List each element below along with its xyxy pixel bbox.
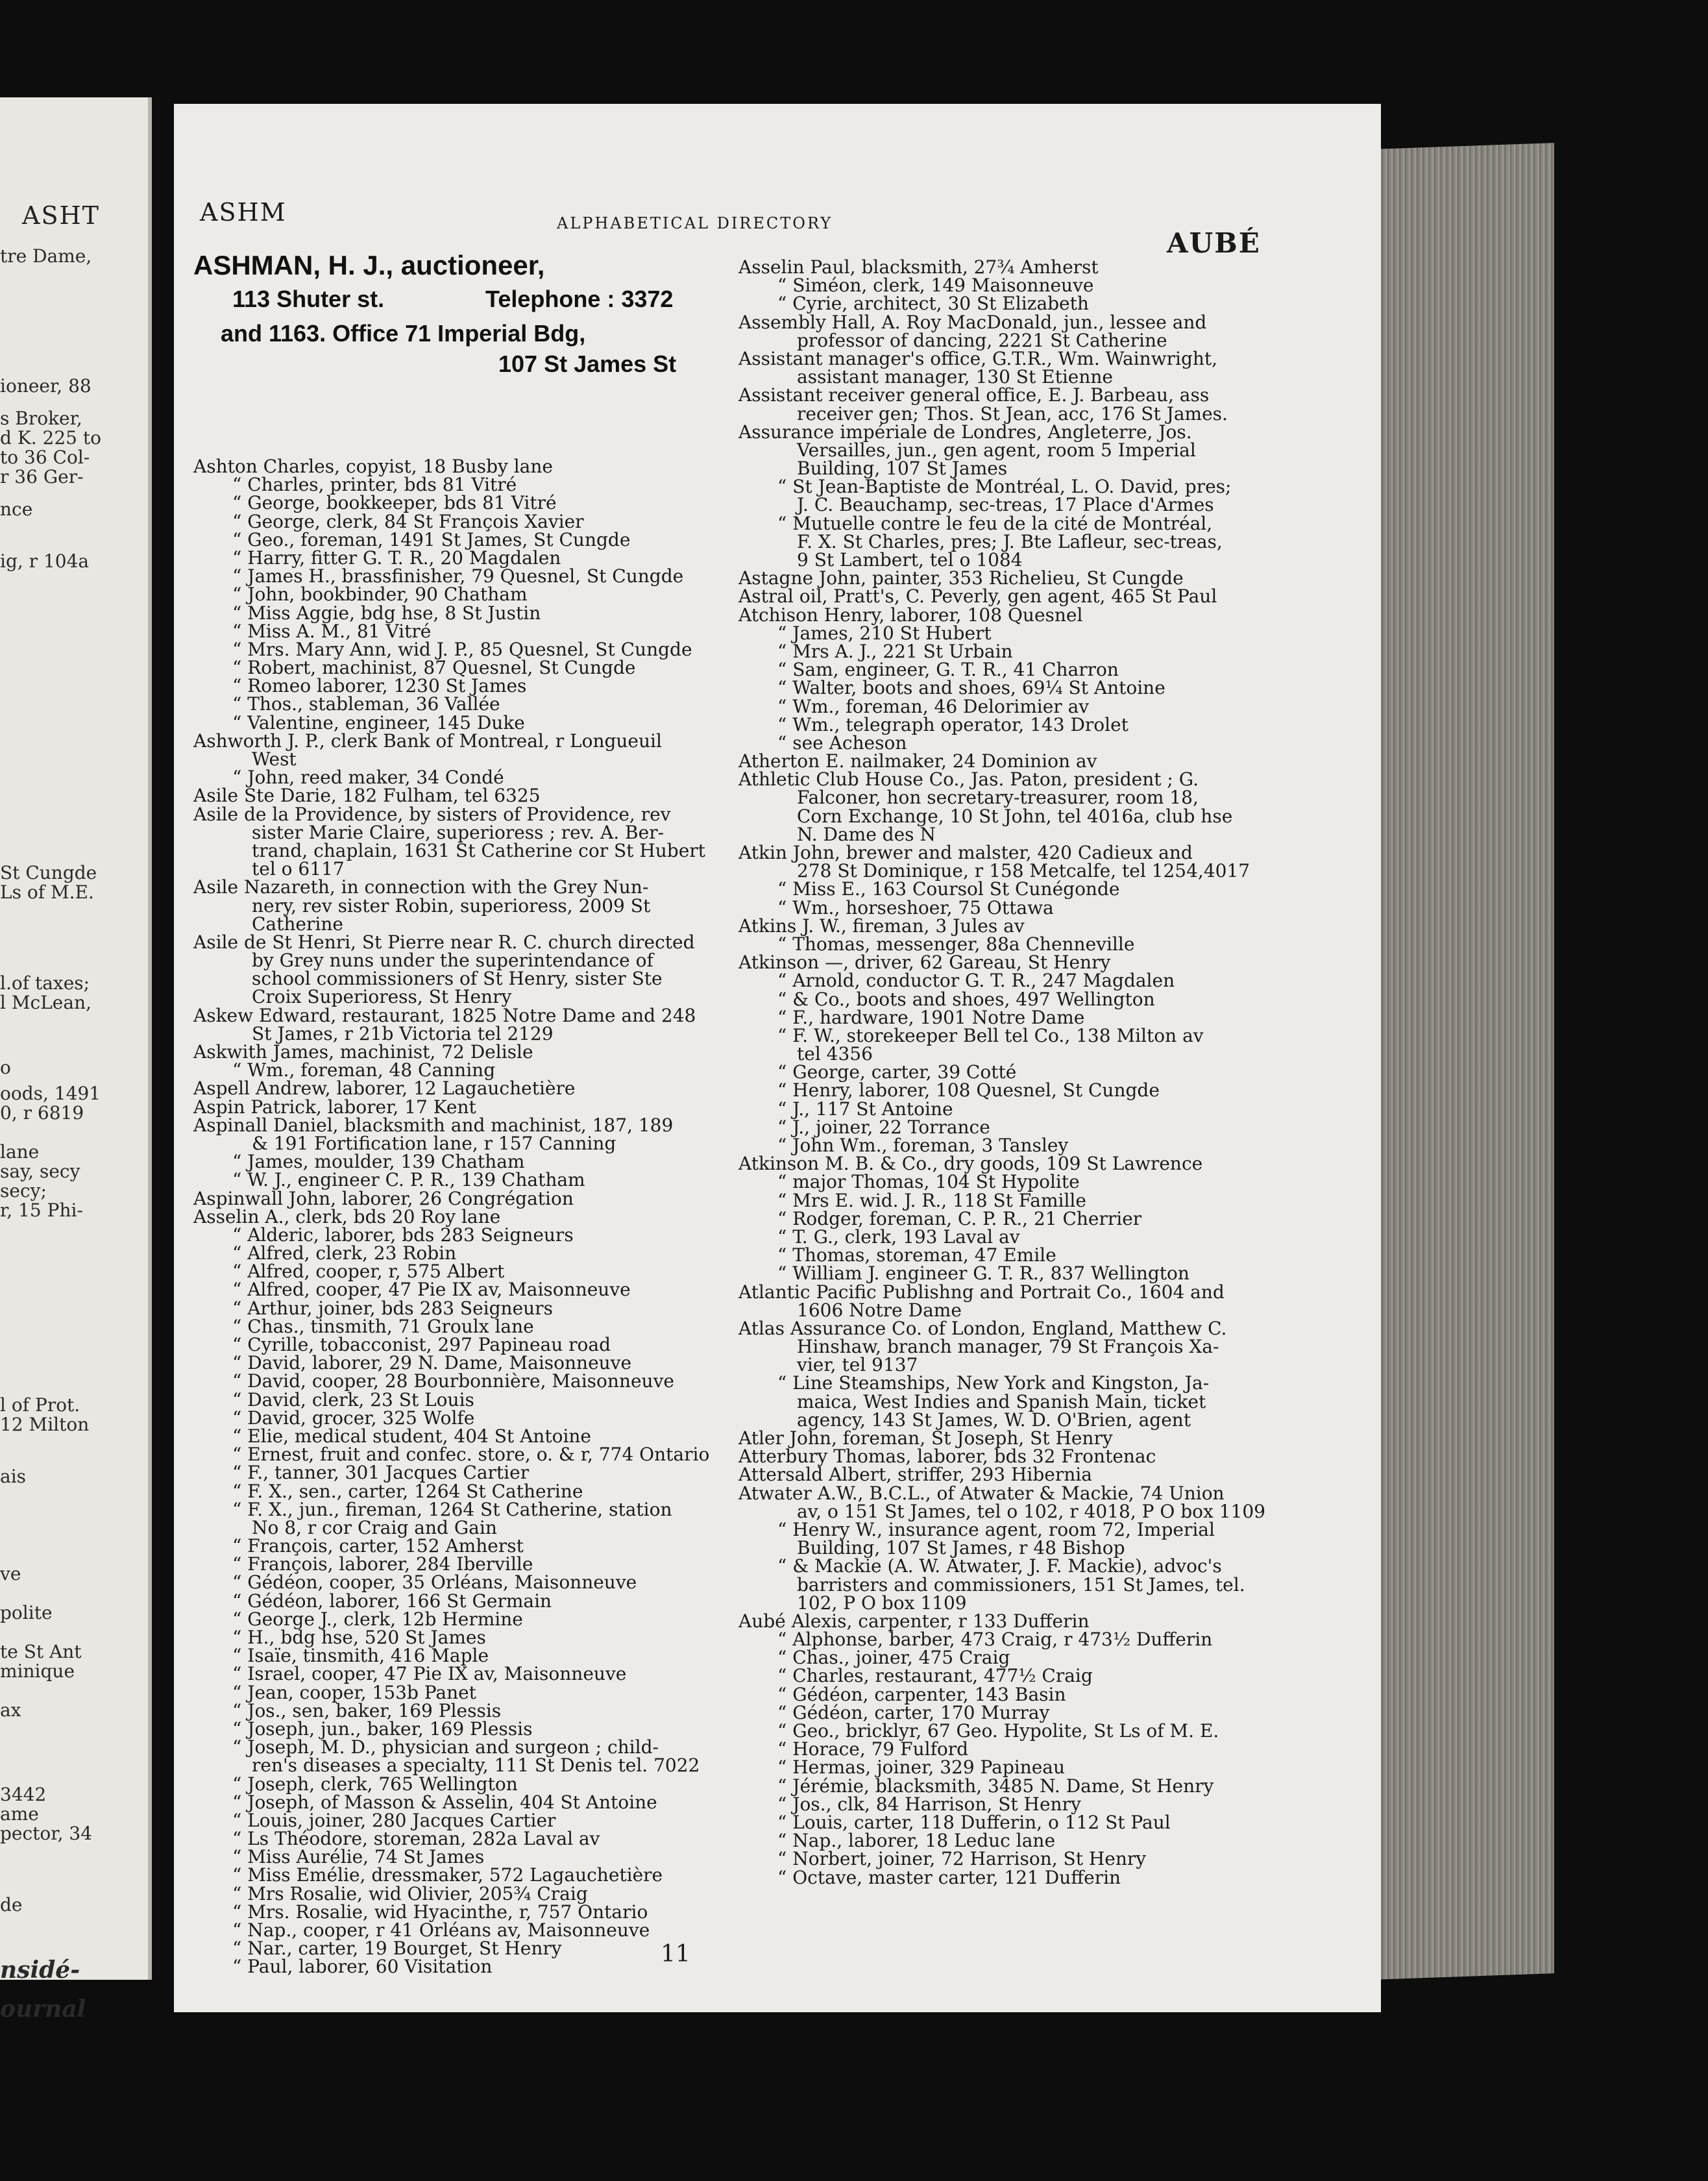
- directory-entry-line: “ H., bdg hse, 520 St James: [232, 1627, 486, 1648]
- directory-entry-line: “ Chas., tinsmith, 71 Groulx lane: [232, 1315, 534, 1337]
- directory-entry-line: Aspell Andrew, laborer, 12 Lagauchetière: [193, 1078, 576, 1100]
- directory-entry-line: Assurance impériale de Londres, Angleterre, Jos.: [738, 421, 1192, 443]
- left-page-fragment: say, secy: [0, 1161, 80, 1182]
- left-page-fragment: oods, 1491: [0, 1083, 101, 1104]
- directory-entry-line: Hinshaw, branch manager, 79 St François Xa-: [797, 1336, 1219, 1358]
- directory-entry-line: Catherine: [252, 913, 343, 935]
- ad-line-address: 113 Shuter st.: [232, 286, 385, 312]
- directory-entry-line: “ Gédéon, carpenter, 143 Basin: [777, 1683, 1066, 1705]
- directory-entry-line: 9 St Lambert, tel o 1084: [797, 549, 1023, 571]
- directory-entry-line: Askew Edward, restaurant, 1825 Notre Dame and 248: [193, 1004, 696, 1026]
- left-page-fragment: pector, 34: [0, 1823, 93, 1844]
- directory-entry-line: “ Miss Aggie, bdg hse, 8 St Justin: [232, 602, 541, 624]
- running-head-left: ASHM: [200, 198, 287, 227]
- left-page-fragment: d K. 225 to: [0, 427, 101, 449]
- book-page-edges: [1372, 143, 1554, 1980]
- directory-entry-line: sister Marie Claire, superioress ; rev. A. Ber-: [252, 821, 665, 843]
- directory-entry-line: Atkin John, brewer and malster, 420 Cadieux and: [738, 842, 1193, 863]
- directory-entry-line: maica, West Indies and Spanish Main, ticket: [797, 1390, 1206, 1412]
- ad-line-office: and 1163. Office 71 Imperial Bdg,: [221, 320, 586, 347]
- ad-line-telephone: Telephone : 3372: [485, 286, 674, 312]
- directory-entry-line: assistant manager, 130 St Etienne: [797, 366, 1113, 388]
- directory-entry-line: Athletic Club House Co., Jas. Paton, president ; G.: [738, 769, 1199, 791]
- directory-entry-line: “ Mrs A. J., 221 St Urbain: [777, 640, 1013, 662]
- left-page-fragment: polite: [0, 1602, 53, 1623]
- directory-entry-line: Versailles, jun., gen agent, room 5 Imperial: [797, 439, 1196, 461]
- directory-entry-line: Astral oil, Pratt's, C. Peverly, gen agent, 465 St Paul: [738, 585, 1217, 608]
- directory-entry-line: “ F., tanner, 301 Jacques Cartier: [232, 1462, 530, 1484]
- left-page-fragment: 3442: [0, 1784, 47, 1805]
- directory-entry-line: Asile de St Henri, St Pierre near R. C. church directed: [193, 931, 695, 953]
- directory-column-right: [738, 258, 1277, 1887]
- directory-entry-line: “ Joseph, clerk, 765 Wellington: [232, 1773, 518, 1795]
- directory-entry-line: trand, chaplain, 1631 St Catherine cor St Hubert: [252, 839, 705, 861]
- directory-entry-line: “ James, 210 St Hubert: [777, 622, 992, 644]
- directory-entry-line: No 8, r cor Craig and Gain: [252, 1516, 497, 1538]
- directory-entry-line: & 191 Fortification lane, r 157 Canning: [252, 1132, 616, 1154]
- directory-entry-line: Asselin Paul, blacksmith, 27¾ Amherst: [738, 256, 1099, 278]
- directory-entry-line: “ Miss Emélie, dressmaker, 572 Lagauchetière: [232, 1864, 663, 1886]
- directory-entry-line: “ Miss A. M., 81 Vitré: [232, 620, 432, 642]
- directory-entry-line: Atlas Assurance Co. of London, England, Matthew C.: [738, 1317, 1227, 1339]
- directory-entry-line: “ Mrs. Mary Ann, wid J. P., 85 Quesnel, St Cungde: [232, 638, 692, 660]
- directory-entry-line: “ Thomas, storeman, 47 Emile: [777, 1244, 1056, 1266]
- directory-entry-line: “ Romeo laborer, 1230 St James: [232, 675, 527, 697]
- directory-entry-line: Atkinson M. B. & Co., dry goods, 109 St Lawrence: [738, 1153, 1203, 1175]
- directory-entry-line: “ William J. engineer G. T. R., 837 Wellington: [777, 1263, 1190, 1285]
- directory-entry-line: Atherton E. nailmaker, 24 Dominion av: [738, 750, 1097, 772]
- directory-entry-line: Atlantic Pacific Publishng and Portrait Co., 1604 and: [738, 1281, 1225, 1303]
- left-page-header: ASHT: [22, 201, 100, 230]
- directory-entry-line: “ Paul, laborer, 60 Visitation: [232, 1956, 493, 1978]
- left-page-fragment: Ls of M.E.: [0, 881, 94, 903]
- directory-entry-line: Aspin Patrick, laborer, 17 Kent: [193, 1096, 476, 1118]
- directory-entry-line: nery, rev sister Robin, superioress, 2009 St: [252, 894, 651, 917]
- left-page-fragment: ais: [0, 1466, 27, 1487]
- left-page-fragment: 0, r 6819: [0, 1102, 84, 1124]
- directory-entry-line: Falconer, hon secretary-treasurer, room 18,: [797, 787, 1199, 809]
- directory-entry-line: “ Mrs E. wid. J. R., 118 St Famille: [777, 1189, 1086, 1211]
- left-page-fragment: de: [0, 1894, 23, 1916]
- directory-entry-line: “ Joseph, of Masson & Asselin, 404 St Antoine: [232, 1791, 657, 1813]
- directory-entry-line: Assistant receiver general office, E. J. Barbeau, ass: [738, 384, 1210, 406]
- directory-entry-line: “ George, carter, 39 Cotté: [777, 1061, 1017, 1083]
- directory-entry-line: “ Cyrille, tobacconist, 297 Papineau road: [232, 1334, 611, 1355]
- directory-entry-line: “ Harry, fitter G. T. R., 20 Magdalen: [232, 547, 561, 569]
- directory-entry-line: “ Alfred, cooper, r, 575 Albert: [232, 1261, 505, 1283]
- directory-column-left: [193, 458, 732, 1977]
- directory-entry-line: N. Dame des N: [797, 823, 936, 845]
- directory-entry-line: “ Louis, joiner, 280 Jacques Cartier: [232, 1809, 556, 1831]
- directory-entry-line: “ Ls Théodore, storeman, 282a Laval av: [232, 1828, 600, 1850]
- directory-entry-line: “ Sam, engineer, G. T. R., 41 Charron: [777, 659, 1119, 681]
- directory-entry-line: Atwater A.W., B.C.L., of Atwater & Mackie, 74 Union: [738, 1482, 1225, 1504]
- directory-entry-line: Assembly Hall, A. Roy MacDonald, jun., lessee and: [738, 311, 1207, 333]
- directory-entry-line: Building, 107 St James: [797, 458, 1008, 480]
- directory-entry-line: F. X. St Charles, pres; J. Bte Lafleur, sec-treas,: [797, 530, 1223, 552]
- directory-entry-line: agency, 143 St James, W. D. O'Brien, agent: [797, 1409, 1191, 1431]
- directory-entry-line: receiver gen; Thos. St Jean, acc, 176 St James.: [797, 402, 1228, 425]
- left-page-fragment: secy;: [0, 1180, 47, 1201]
- directory-entry-line: “ Alfred, cooper, 47 Pie IX av, Maisonneuve: [232, 1279, 631, 1301]
- left-page-fragment: minique: [0, 1660, 75, 1682]
- directory-entry-line: “ J., joiner, 22 Torrance: [777, 1116, 990, 1138]
- directory-entry-line: 102, P O box 1109: [797, 1592, 967, 1614]
- directory-entry-line: “ John Wm., foreman, 3 Tansley: [777, 1135, 1069, 1156]
- directory-entry-line: “ Wm., telegraph operator, 143 Drolet: [777, 713, 1128, 735]
- directory-entry-line: “ Nap., cooper, r 41 Orléans av, Maisonneuve: [232, 1919, 650, 1941]
- left-page-fragment: to 36 Col-: [0, 447, 90, 468]
- directory-entry-line: “ J., 117 St Antoine: [777, 1098, 953, 1120]
- directory-entry-line: “ David, grocer, 325 Wolfe: [232, 1407, 475, 1429]
- directory-entry-line: “ David, clerk, 23 St Louis: [232, 1388, 474, 1411]
- directory-entry-line: “ James, moulder, 139 Chatham: [232, 1151, 525, 1173]
- directory-entry-line: “ Louis, carter, 118 Dufferin, o 112 St Paul: [777, 1811, 1171, 1833]
- directory-entry-line: “ Geo., foreman, 1491 St James, St Cungde: [232, 528, 631, 550]
- left-page-fragment: ioneer, 88: [0, 375, 92, 397]
- directory-entry-line: “ Cyrie, architect, 30 St Elizabeth: [777, 293, 1089, 315]
- directory-entry-line: “ Gédéon, cooper, 35 Orléans, Maisonneuve: [232, 1571, 637, 1594]
- ashman-advertisement: [193, 250, 713, 454]
- left-page-fragment: te St Ant: [0, 1641, 82, 1662]
- directory-entry-line: Ashton Charles, copyist, 18 Busby lane: [193, 456, 553, 477]
- directory-entry-line: “ Isaïe, tinsmith, 416 Maple: [232, 1645, 489, 1667]
- directory-entry-line: Building, 107 St James, r 48 Bishop: [797, 1537, 1125, 1559]
- directory-entry-line: Atterbury Thomas, laborer, bds 32 Frontenac: [738, 1446, 1156, 1468]
- directory-entry-line: “ Nar., carter, 19 Bourget, St Henry: [232, 1938, 562, 1960]
- directory-entry-line: “ Jean, cooper, 153b Panet: [232, 1681, 476, 1703]
- directory-entry-line: “ François, carter, 152 Amherst: [232, 1535, 524, 1557]
- directory-entry-line: Croix Superioress, St Henry: [252, 986, 512, 1008]
- left-page-fragment: r, 15 Phi-: [0, 1200, 83, 1221]
- directory-entry-line: “ Thos., stableman, 36 Vallée: [232, 693, 500, 715]
- directory-entry-line: Attersald Albert, striffer, 293 Hibernia: [738, 1464, 1092, 1486]
- directory-entry-line: “ Mutuelle contre le feu de la cité de Montréal,: [777, 512, 1213, 534]
- directory-entry-line: Asile de la Providence, by sisters of Providence, rev: [193, 803, 671, 825]
- directory-entry-line: “ Gédéon, carter, 170 Murray: [777, 1701, 1050, 1723]
- directory-entry-line: Asselin A., clerk, bds 20 Roy lane: [193, 1205, 501, 1227]
- left-page-fragment: ournal: [0, 1995, 86, 2023]
- directory-entry-line: “ Geo., bricklyr, 67 Geo. Hypolite, St Ls of M. E.: [777, 1720, 1219, 1742]
- directory-entry-line: “ Alphonse, barber, 473 Craig, r 473½ Dufferin: [777, 1629, 1213, 1651]
- directory-entry-line: “ Miss Aurélie, 74 St James: [232, 1846, 485, 1868]
- directory-entry-line: “ Nap., laborer, 18 Leduc lane: [777, 1830, 1056, 1852]
- left-page-fragment: St Cungde: [0, 862, 97, 883]
- directory-entry-line: “ Chas., joiner, 475 Craig: [777, 1647, 1010, 1669]
- directory-entry-line: Asile Nazareth, in connection with the Grey Nun-: [193, 876, 649, 898]
- directory-entry-line: “ John, reed maker, 34 Condé: [232, 767, 504, 789]
- directory-entry-line: av, o 151 St James, tel o 102, r 4018, P O box 1109: [797, 1500, 1265, 1522]
- page-number: 11: [661, 1941, 690, 1967]
- directory-entry-line: “ & Co., boots and shoes, 497 Wellington: [777, 988, 1155, 1010]
- directory-entry-line: ren's diseases a specialty, 111 St Denis tel. 7022: [252, 1755, 700, 1777]
- directory-entry-line: “ George J., clerk, 12b Hermine: [232, 1608, 523, 1630]
- directory-entry-line: “ Horace, 79 Fulford: [777, 1738, 969, 1760]
- directory-entry-line: Aubé Alexis, carpenter, r 133 Dufferin: [738, 1610, 1090, 1632]
- directory-entry-line: “ Valentine, engineer, 145 Duke: [232, 711, 525, 733]
- directory-entry-line: West: [252, 748, 297, 770]
- left-page-fragment: s Broker,: [0, 408, 82, 429]
- directory-entry-line: “ Arthur, joiner, bds 283 Seigneurs: [232, 1297, 553, 1319]
- directory-entry-line: “ Hermas, joiner, 329 Papineau: [777, 1756, 1066, 1779]
- directory-entry-line: Asile Ste Darie, 182 Fulham, tel 6325: [193, 785, 541, 807]
- directory-entry-line: “ Charles, printer, bds 81 Vitré: [232, 474, 517, 496]
- left-page-fragment: ig, r 104a: [0, 550, 90, 572]
- left-page-fragment: 12 Milton: [0, 1414, 90, 1435]
- directory-entry-line: “ Walter, boots and shoes, 69¼ St Antoine: [777, 677, 1165, 699]
- directory-entry-line: “ St Jean-Baptiste de Montréal, L. O. David, pres;: [777, 476, 1232, 498]
- running-head-right: AUBÉ: [1167, 227, 1261, 259]
- directory-entry-line: Askwith James, machinist, 72 Delisle: [193, 1041, 533, 1063]
- directory-entry-line: “ Joseph, M. D., physician and surgeon ; child-: [232, 1736, 659, 1758]
- directory-entry-line: “ Ernest, fruit and confec. store, o. & r, 774 Ontario: [232, 1444, 710, 1466]
- directory-entry-line: school commissioners of St Henry, sister Ste: [252, 968, 663, 990]
- directory-entry-line: Aspinwall John, laborer, 26 Congrégation: [193, 1187, 574, 1209]
- directory-entry-line: “ Wm., foreman, 48 Canning: [232, 1059, 496, 1081]
- directory-entry-line: “ Miss E., 163 Coursol St Cunégonde: [777, 878, 1120, 900]
- directory-entry-line: “ Alfred, clerk, 23 Robin: [232, 1242, 457, 1264]
- directory-entry-line: Atler John, foreman, St Joseph, St Henry: [738, 1427, 1113, 1449]
- directory-entry-line: “ Henry W., insurance agent, room 72, Imperial: [777, 1518, 1215, 1540]
- directory-entry-line: “ Henry, laborer, 108 Quesnel, St Cungde: [777, 1079, 1160, 1102]
- directory-entry-line: “ see Acheson: [777, 732, 907, 754]
- directory-entry-line: Aspinall Daniel, blacksmith and machinist, 187, 189: [193, 1114, 674, 1136]
- directory-entry-line: “ Line Steamships, New York and Kingston, Ja-: [777, 1372, 1210, 1394]
- directory-entry-line: “ François, laborer, 284 Iberville: [232, 1553, 533, 1575]
- ad-line-name: ASHMAN, H. J., auctioneer,: [193, 250, 545, 280]
- directory-entry-line: “ Gédéon, laborer, 166 St Germain: [232, 1590, 552, 1612]
- directory-entry-line: “ W. J., engineer C. P. R., 139 Chatham: [232, 1169, 585, 1191]
- directory-entry-line: 1606 Notre Dame: [797, 1299, 962, 1321]
- directory-entry-line: “ David, laborer, 29 N. Dame, Maisonneuve: [232, 1352, 632, 1374]
- directory-entry-line: “ Robert, machinist, 87 Quesnel, St Cungde: [232, 657, 636, 679]
- directory-entry-line: “ Alderic, laborer, bds 283 Seigneurs: [232, 1224, 574, 1246]
- directory-entry-line: professor of dancing, 2221 St Catherine: [797, 329, 1167, 351]
- directory-entry-line: “ Wm., horseshoer, 75 Ottawa: [777, 896, 1054, 918]
- directory-entry-line: “ F. X., jun., fireman, 1264 St Catherine, station: [232, 1498, 672, 1520]
- directory-entry-line: “ Mrs Rosalie, wid Olivier, 205¾ Craig: [232, 1882, 588, 1904]
- directory-entry-line: “ John, bookbinder, 90 Chatham: [232, 584, 528, 606]
- left-page-fragment: ve: [0, 1563, 21, 1584]
- directory-entry-line: “ Joseph, jun., baker, 169 Plessis: [232, 1718, 533, 1740]
- directory-entry-line: “ Elie, medical student, 404 St Antoine: [232, 1425, 591, 1447]
- left-page-fragment: nsidé-: [0, 1956, 80, 1984]
- directory-entry-line: Astagne John, painter, 353 Richelieu, St Cungde: [738, 567, 1184, 589]
- directory-entry-line: “ Israel, cooper, 47 Pie IX av, Maisonneuve: [232, 1663, 627, 1685]
- left-page-fragment: nce: [0, 499, 33, 520]
- directory-entry-line: “ Arnold, conductor G. T. R., 247 Magdalen: [777, 970, 1175, 992]
- directory-entry-line: tel o 6117: [252, 858, 345, 880]
- running-head-title: ALPHABETICAL DIRECTORY: [557, 214, 833, 232]
- left-page-fragment: l.of taxes;: [0, 972, 90, 994]
- directory-entry-line: tel 4356: [797, 1043, 873, 1065]
- directory-entry-line: “ Octave, master carter, 121 Dufferin: [777, 1866, 1121, 1888]
- left-page-fragment: ame: [0, 1803, 39, 1825]
- directory-entry-line: Atkins J. W., fireman, 3 Jules av: [738, 915, 1025, 937]
- directory-entry-line: Assistant manager's office, G.T.R., Wm. Wainwright,: [738, 347, 1218, 369]
- directory-entry-line: “ major Thomas, 104 St Hypolite: [777, 1171, 1080, 1193]
- directory-entry-line: Corn Exchange, 10 St John, tel 4016a, club hse: [797, 805, 1233, 827]
- directory-entry-line: “ Norbert, joiner, 72 Harrison, St Henry: [777, 1848, 1147, 1870]
- ad-line-street: 107 St James St: [498, 351, 677, 377]
- directory-entry-line: St James, r 21b Victoria tel 2129: [252, 1022, 554, 1044]
- directory-entry-line: “ & Mackie (A. W. Atwater, J. F. Mackie), advoc's: [777, 1555, 1222, 1577]
- directory-entry-line: “ F. W., storekeeper Bell tel Co., 138 Milton av: [777, 1024, 1204, 1046]
- directory-entry-line: by Grey nuns under the superintendance of: [252, 950, 653, 972]
- directory-entry-line: “ T. G., clerk, 193 Laval av: [777, 1226, 1020, 1248]
- directory-entry-line: “ James H., brassfinisher, 79 Quesnel, St Cungde: [232, 565, 684, 587]
- directory-entry-line: “ David, cooper, 28 Bourbonnière, Maisonneuve: [232, 1370, 674, 1392]
- directory-entry-line: barristers and commissioners, 151 St James, tel.: [797, 1573, 1245, 1596]
- directory-entry-line: “ F., hardware, 1901 Notre Dame: [777, 1006, 1085, 1028]
- left-facing-page: [0, 97, 152, 2023]
- directory-entry-line: “ F. X., sen., carter, 1264 St Catherine: [232, 1480, 583, 1502]
- directory-entry-line: “ Rodger, foreman, C. P. R., 21 Cherrier: [777, 1207, 1142, 1229]
- directory-entry-line: “ Jos., clk, 84 Harrison, St Henry: [777, 1793, 1081, 1815]
- directory-entry-line: “ Wm., foreman, 46 Delorimier av: [777, 695, 1090, 717]
- directory-entry-line: “ George, clerk, 84 St François Xavier: [232, 510, 584, 532]
- directory-entry-line: Atkinson —, driver, 62 Gareau, St Henry: [738, 952, 1111, 974]
- directory-page: [174, 104, 1381, 2012]
- directory-entry-line: J. C. Beauchamp, sec-treas, 17 Place d'Armes: [797, 494, 1214, 516]
- left-page-fragment: r 36 Ger-: [0, 466, 84, 487]
- left-page-fragment: lane: [0, 1141, 40, 1163]
- left-page-fragment: l McLean,: [0, 992, 92, 1013]
- directory-entry-line: Ashworth J. P., clerk Bank of Montreal, r Longueuil: [193, 730, 662, 752]
- directory-entry-line: Atchison Henry, laborer, 108 Quesnel: [738, 604, 1083, 626]
- directory-entry-line: “ Thomas, messenger, 88a Chenneville: [777, 933, 1135, 955]
- directory-entry-line: “ Jérémie, blacksmith, 3485 N. Dame, St Henry: [777, 1775, 1214, 1797]
- directory-entry-line: vier, tel 9137: [797, 1354, 918, 1376]
- left-page-fragment: tre Dame,: [0, 245, 92, 267]
- directory-entry-line: “ Charles, restaurant, 477½ Craig: [777, 1665, 1093, 1687]
- left-page-fragment: o: [0, 1057, 11, 1078]
- directory-entry-line: “ George, bookkeeper, bds 81 Vitré: [232, 492, 557, 514]
- directory-entry-line: “ Jos., sen, baker, 169 Plessis: [232, 1699, 502, 1721]
- left-page-fragment: ax: [0, 1699, 21, 1721]
- directory-entry-line: “ Siméon, clerk, 149 Maisonneuve: [777, 275, 1094, 297]
- directory-entry-line: 278 St Dominique, r 158 Metcalfe, tel 1254,4017: [797, 860, 1250, 882]
- left-page-fragment: l of Prot.: [0, 1394, 80, 1416]
- directory-entry-line: “ Mrs. Rosalie, wid Hyacinthe, r, 757 Ontario: [232, 1901, 648, 1923]
